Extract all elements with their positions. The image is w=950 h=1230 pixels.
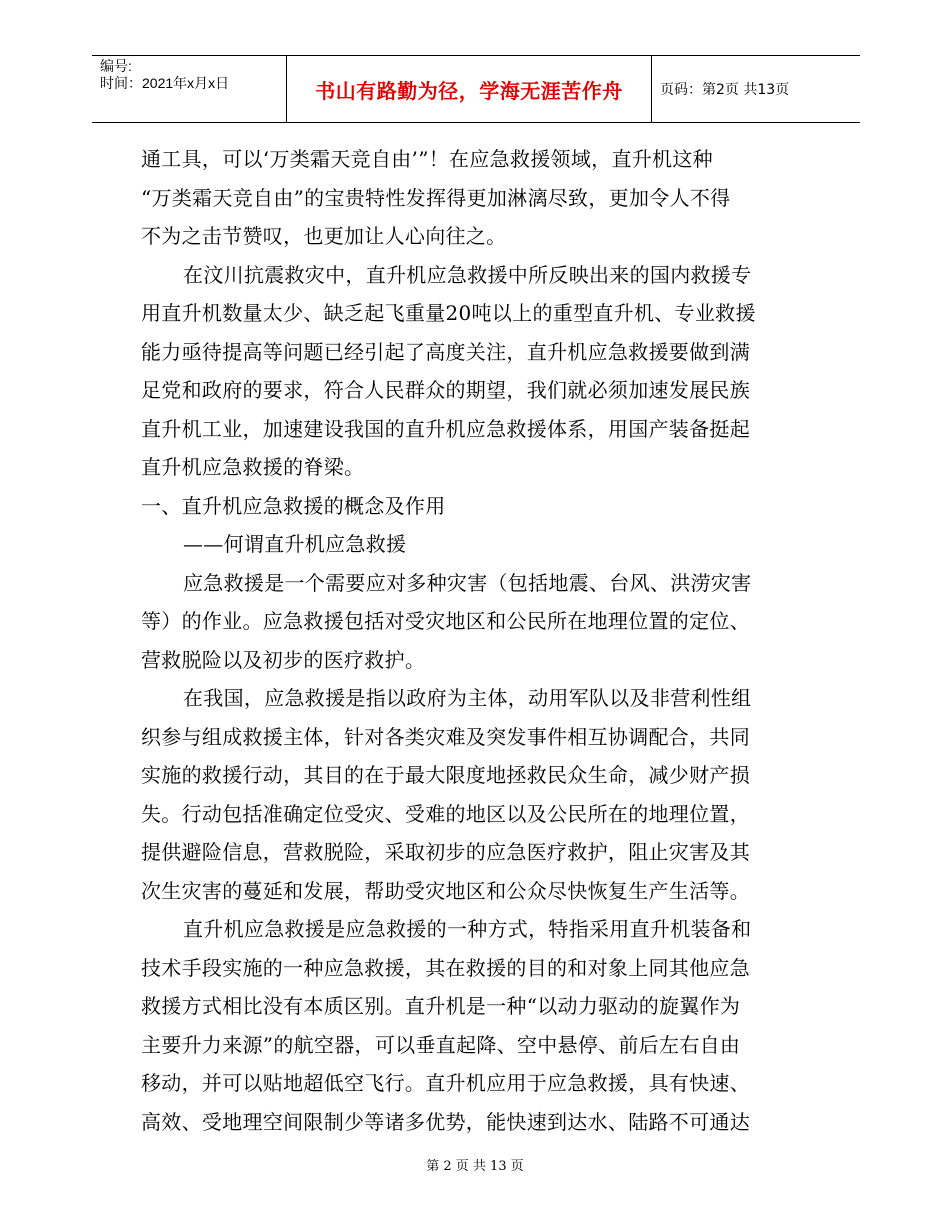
text-line: 用直升机数量太少、缺乏起飞重量20吨以上的重型直升机、专业救援 xyxy=(141,301,756,325)
text-line: 织参与组成救援主体，针对各类灾难及突发事件相互协调配合，共同 xyxy=(141,724,750,749)
text-line: 在我国，应急救援是指以政府为主体，动用军队以及非营利性组 xyxy=(183,686,752,710)
page-header xyxy=(92,55,860,123)
text-line: 等）的作业。应急救援包括对受灾地区和公民所在地理位置的定位、 xyxy=(141,609,750,633)
text-line: 救援方式相比没有本质区别。直升机是一种“以动力驱动的旋翼作为 xyxy=(141,994,741,1018)
text-line: 高效、受地理空间限制少等诸多优势，能快速到达水、陆路不可通达 xyxy=(141,1109,750,1134)
page-footer: 第 2 页 共 13 页 xyxy=(426,1159,524,1174)
text-line: 移动，并可以贴地超低空飞行。直升机应用于应急救援，具有快速、 xyxy=(141,1071,750,1095)
text-line: 在汶川抗震救灾中，直升机应急救援中所反映出来的国内救援专 xyxy=(183,262,752,287)
text-line: ——何谓直升机应急救援 xyxy=(183,532,407,556)
text-line: “万类霜天竞自由”的宝贵特性发挥得更加淋漓尽致，更加令人不得 xyxy=(141,185,731,210)
header-page-info: 页码：第2页 共13页 xyxy=(660,82,790,98)
text-line: 应急救援是一个需要应对多种灾害（包括地震、台风、洪涝灾害 xyxy=(183,570,752,595)
text-line: 实施的救援行动，其目的在于最大限度地拯救民众生命，减少财产损 xyxy=(141,763,750,787)
text-line: 能力亟待提高等问题已经引起了高度关注，直升机应急救援要做到满 xyxy=(141,339,750,364)
text-line: 足党和政府的要求，符合人民群众的期望，我们就必须加速发展民族 xyxy=(141,378,750,402)
text-line: 失。行动包括准确定位受灾、受难的地区以及公民所在的地理位置， xyxy=(141,801,750,826)
document-time-label: 时间：2021年x月x日 xyxy=(100,75,230,91)
text-line: 通工具，可以‘万类霜天竞自由’”！在应急救援领域，直升机这种 xyxy=(141,147,713,171)
document-number-label: 编号: xyxy=(100,58,132,74)
text-line: 直升机应急救援是应急救援的一种方式，特指采用直升机装备和 xyxy=(183,917,752,941)
text-line: 直升机工业，加速建设我国的直升机应急救援体系，用国产装备挺起 xyxy=(141,416,750,441)
text-line: 提供避险信息，营救脱险，采取初步的应急医疗救护，阻止灾害及其 xyxy=(141,840,750,864)
text-line: 一、直升机应急救援的概念及作用 xyxy=(141,493,446,518)
text-line: 直升机应急救援的脊梁。 xyxy=(141,455,365,479)
header-meta xyxy=(92,56,286,122)
body-text xyxy=(141,140,813,1141)
text-line: 不为之击节赞叹，也更加让人心向往之。 xyxy=(141,224,507,248)
text-line: 主要升力来源”的航空器，可以垂直起降、空中悬停、前后左右自由 xyxy=(141,1032,741,1057)
text-line: 次生灾害的蔓延和发展，帮助受灾地区和公众尽快恢复生产生活等。 xyxy=(141,878,750,903)
text-line: 营救脱险以及初步的医疗救护。 xyxy=(141,647,426,672)
header-motto: 书山有路勤为径，学海无涯苦作舟 xyxy=(286,56,652,122)
text-line: 技术手段实施的一种应急救援，其在救援的目的和对象上同其他应急 xyxy=(141,955,750,980)
